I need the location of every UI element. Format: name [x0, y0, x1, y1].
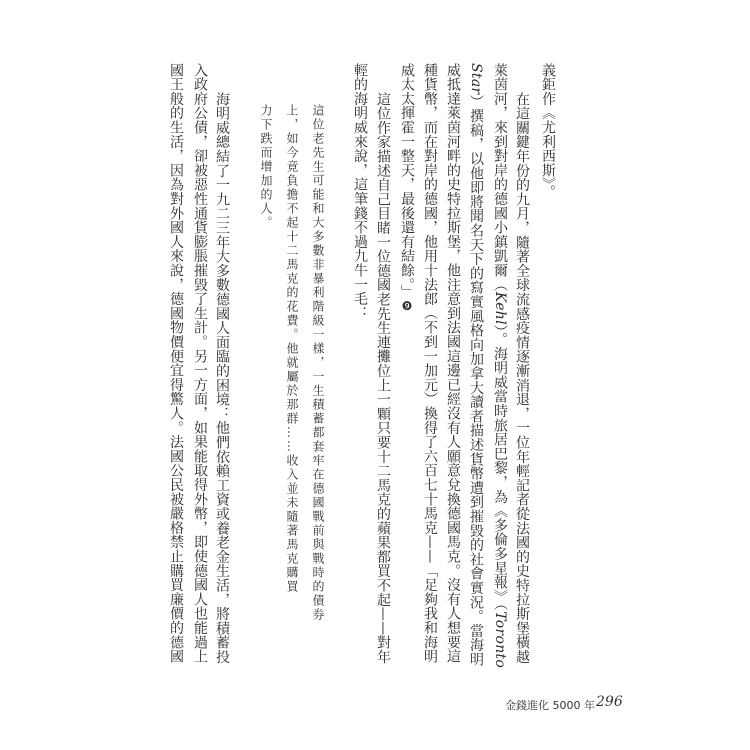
- quote-line: 上，如今竟負擔不起十二馬克的花費。他就屬於那群……收入並未隨著馬克購買: [285, 104, 299, 594]
- text-segment: 萊茵河，來到對岸的德國小鎮凱爾（: [492, 63, 508, 292]
- text-line: [397, 63, 417, 313]
- text-line: 威抵達萊茵河畔的史特拉斯堡，他注意到法國這邊已經沒有人願意兌換德國馬克。沒有人想要這: [445, 63, 461, 664]
- text-segment: ）撰稿，以他即將聞名天下的寫實風格向加拿大讀者描述貨幣遭到摧毀的社會實況。當海明: [468, 94, 484, 667]
- quote-line: 力下跌而增加的人。: [259, 104, 273, 230]
- latin-term: Toronto: [492, 611, 508, 669]
- text-line: 在這關鍵年份的九月，隨著全球流感疫情逐漸消退，一位年輕記者從法國的史特拉斯堡橫越: [514, 92, 530, 664]
- latin-term: Kehl: [492, 291, 508, 325]
- text-line: [466, 63, 486, 666]
- text-line: 這位作家描述自己目睹一位德國老先生連攤位上一顆只要十二馬克的蘋果都買不起——對年: [375, 92, 391, 664]
- text-line: 輕的海明威來說，這筆錢不過九牛一毛：: [352, 63, 368, 321]
- text-line: 種貨幣，而在對岸的德國，他用十法郎（不到一加元）換得了六百七十馬克——「足夠我和海明: [422, 63, 438, 664]
- page-number: 296: [596, 694, 623, 710]
- text-line: 入政府公債，卻被惡性通貨膨脹摧毀了生計。另一方面，如果能取得外幣，即使德國人也能過上: [192, 63, 208, 664]
- text-segment: 威太太揮霍一整天，最後還有結餘。」: [399, 63, 415, 300]
- quote-line: 這位老先生可能和大多數非暴利階級一樣，一生積蓄都套牢在德國戰前與戰時的債券: [311, 104, 325, 622]
- text-line: 國王般的生活，因為對外國人來說，德國物價便宜得驚人。法國公民被嚴格禁止購買廉價的德國: [168, 63, 184, 664]
- text-segment: ）。海明威當時旅居巴黎，為《多倫多星報》（: [492, 324, 508, 612]
- latin-term: Star: [468, 63, 484, 95]
- text-line: 海明威總結了一九二三年大多數德國人面臨的困境：他們依賴工資或養老金生活，將積蓄投: [214, 92, 230, 664]
- text-line: [490, 63, 510, 668]
- text-line: 義鉅作《尤利西斯》。: [540, 63, 556, 199]
- footnote-marker: ❾: [400, 299, 414, 314]
- running-footer-title: 金錢進化 5000 年: [505, 699, 595, 712]
